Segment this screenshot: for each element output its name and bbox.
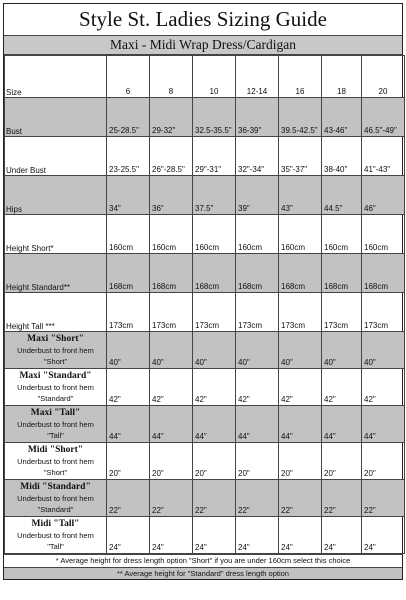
value-cell: 40" <box>279 332 322 369</box>
value-cell: 24" <box>193 517 236 554</box>
row-label <box>5 443 107 480</box>
value-cell: 173cm <box>236 293 279 332</box>
row-label: Height Tall *** <box>5 293 107 332</box>
value-cell: 44" <box>322 406 362 443</box>
value-cell: 32"-34" <box>236 137 279 176</box>
value-cell: 24" <box>279 517 322 554</box>
length-option-title: Maxi "Tall" <box>30 407 81 418</box>
length-option-note: Underbust to front hem <box>17 419 94 429</box>
length-option-title: Maxi "Short" <box>27 333 84 344</box>
table-row <box>5 480 405 517</box>
value-cell: 160cm <box>193 215 236 254</box>
value-cell: 168cm <box>279 254 322 293</box>
value-cell: 42" <box>150 369 193 406</box>
value-cell: 24" <box>322 517 362 554</box>
length-option-note: Underbust to front hem <box>17 493 94 503</box>
value-cell: 46.5"-49" <box>362 98 405 137</box>
value-cell: 34" <box>107 176 150 215</box>
value-cell: 20" <box>279 443 322 480</box>
value-cell: 38-40" <box>322 137 362 176</box>
value-cell: 168cm <box>362 254 405 293</box>
table-row <box>5 254 405 293</box>
table-row <box>5 98 405 137</box>
value-cell: 22" <box>236 480 279 517</box>
size-header-cell: 20 <box>362 56 405 98</box>
table-row <box>5 406 405 443</box>
length-option-tag: "Standard" <box>37 504 74 514</box>
length-option-tag: "Standard" <box>37 393 74 403</box>
value-cell: 168cm <box>322 254 362 293</box>
size-header-cell: 10 <box>193 56 236 98</box>
size-header-cell: 18 <box>322 56 362 98</box>
value-cell: 44" <box>279 406 322 443</box>
value-cell: 42" <box>236 369 279 406</box>
length-option-title: Midi "Short" <box>27 444 84 455</box>
length-option-note: Underbust to front hem <box>17 530 94 540</box>
value-cell: 36-39" <box>236 98 279 137</box>
row-label: Bust <box>5 98 107 137</box>
row-label <box>5 480 107 517</box>
value-cell: 22" <box>279 480 322 517</box>
page-subtitle: Maxi - Midi Wrap Dress/Cardigan <box>4 36 402 55</box>
value-cell: 40" <box>362 332 405 369</box>
value-cell: 35"-37" <box>279 137 322 176</box>
value-cell: 173cm <box>107 293 150 332</box>
value-cell: 20" <box>236 443 279 480</box>
table-row <box>5 215 405 254</box>
value-cell: 160cm <box>236 215 279 254</box>
value-cell: 173cm <box>193 293 236 332</box>
value-cell: 43" <box>279 176 322 215</box>
value-cell: 22" <box>107 480 150 517</box>
sizing-table <box>4 55 405 554</box>
row-label: Height Standard** <box>5 254 107 293</box>
length-option-note: Underbust to front hem <box>17 345 94 355</box>
value-cell: 22" <box>150 480 193 517</box>
value-cell: 20" <box>107 443 150 480</box>
size-header-cell: 8 <box>150 56 193 98</box>
size-header-cell: 6 <box>107 56 150 98</box>
value-cell: 37.5" <box>193 176 236 215</box>
value-cell: 24" <box>362 517 405 554</box>
table-row <box>5 293 405 332</box>
value-cell: 22" <box>362 480 405 517</box>
value-cell: 22" <box>193 480 236 517</box>
value-cell: 160cm <box>150 215 193 254</box>
value-cell: 40" <box>193 332 236 369</box>
value-cell: 160cm <box>362 215 405 254</box>
header-row <box>5 56 405 98</box>
value-cell: 20" <box>193 443 236 480</box>
value-cell: 42" <box>322 369 362 406</box>
table-row <box>5 369 405 406</box>
value-cell: 23-25.5" <box>107 137 150 176</box>
value-cell: 160cm <box>107 215 150 254</box>
value-cell: 20" <box>150 443 193 480</box>
value-cell: 44.5" <box>322 176 362 215</box>
value-cell: 173cm <box>279 293 322 332</box>
value-cell: 24" <box>236 517 279 554</box>
value-cell: 24" <box>107 517 150 554</box>
length-option-note: Underbust to front hem <box>17 456 94 466</box>
size-header-label: Size <box>5 56 107 98</box>
value-cell: 168cm <box>236 254 279 293</box>
value-cell: 24" <box>150 517 193 554</box>
value-cell: 173cm <box>322 293 362 332</box>
table-row <box>5 137 405 176</box>
table-row <box>5 176 405 215</box>
value-cell: 20" <box>322 443 362 480</box>
value-cell: 173cm <box>362 293 405 332</box>
value-cell: 41"-43" <box>362 137 405 176</box>
value-cell: 36" <box>150 176 193 215</box>
value-cell: 44" <box>107 406 150 443</box>
length-option-tag: "Short" <box>43 356 68 366</box>
length-option-title: Maxi "Standard" <box>19 370 92 381</box>
value-cell: 26"-28.5" <box>150 137 193 176</box>
length-option-tag: "Tall" <box>47 541 64 551</box>
page-title: Style St. Ladies Sizing Guide <box>4 4 402 36</box>
value-cell: 46" <box>362 176 405 215</box>
value-cell: 32.5-35.5" <box>193 98 236 137</box>
sizing-guide-sheet <box>3 3 403 580</box>
value-cell: 39.5-42.5" <box>279 98 322 137</box>
row-label: Hips <box>5 176 107 215</box>
value-cell: 168cm <box>150 254 193 293</box>
size-header-cell: 12-14 <box>236 56 279 98</box>
value-cell: 42" <box>193 369 236 406</box>
value-cell: 29"-31" <box>193 137 236 176</box>
length-option-tag: "Short" <box>43 467 68 477</box>
row-label <box>5 369 107 406</box>
value-cell: 40" <box>107 332 150 369</box>
value-cell: 42" <box>362 369 405 406</box>
value-cell: 40" <box>322 332 362 369</box>
value-cell: 42" <box>279 369 322 406</box>
length-option-tag: "Tall" <box>47 430 64 440</box>
value-cell: 44" <box>362 406 405 443</box>
value-cell: 44" <box>193 406 236 443</box>
value-cell: 20" <box>362 443 405 480</box>
value-cell: 160cm <box>322 215 362 254</box>
value-cell: 42" <box>107 369 150 406</box>
footnote-standard: ** Average height for "Standard" dress length option <box>4 567 402 579</box>
value-cell: 44" <box>150 406 193 443</box>
value-cell: 39" <box>236 176 279 215</box>
row-label <box>5 517 107 554</box>
length-option-note: Underbust to front hem <box>17 382 94 392</box>
table-row <box>5 332 405 369</box>
value-cell: 168cm <box>193 254 236 293</box>
value-cell: 168cm <box>107 254 150 293</box>
value-cell: 22" <box>322 480 362 517</box>
row-label <box>5 406 107 443</box>
value-cell: 40" <box>150 332 193 369</box>
value-cell: 29-32" <box>150 98 193 137</box>
value-cell: 44" <box>236 406 279 443</box>
size-header-cell: 16 <box>279 56 322 98</box>
row-label: Height Short* <box>5 215 107 254</box>
value-cell: 43-46" <box>322 98 362 137</box>
table-row <box>5 443 405 480</box>
value-cell: 25-28.5" <box>107 98 150 137</box>
value-cell: 173cm <box>150 293 193 332</box>
length-option-title: Midi "Tall" <box>31 518 80 529</box>
value-cell: 40" <box>236 332 279 369</box>
row-label: Under Bust <box>5 137 107 176</box>
table-row <box>5 517 405 554</box>
value-cell: 160cm <box>279 215 322 254</box>
row-label <box>5 332 107 369</box>
footnote-short: * Average height for dress length option "Short" if you are under 160cm select this choice <box>4 554 402 567</box>
length-option-title: Midi "Standard" <box>20 481 91 492</box>
